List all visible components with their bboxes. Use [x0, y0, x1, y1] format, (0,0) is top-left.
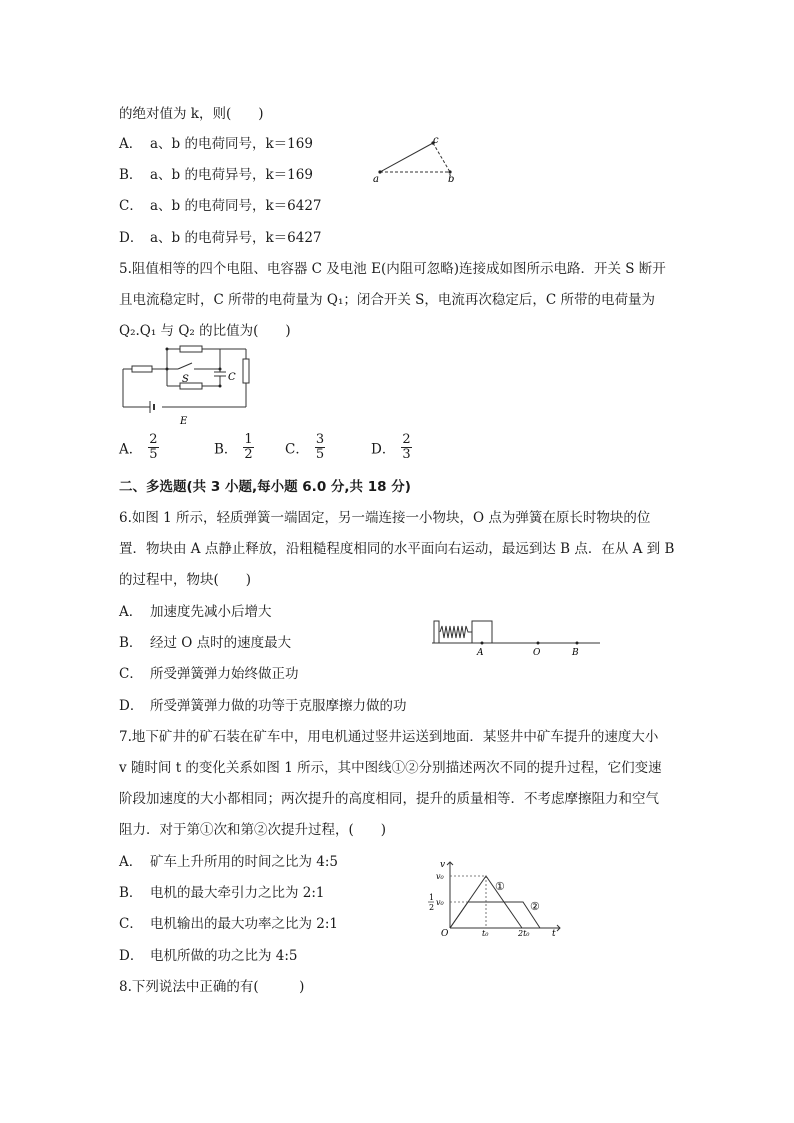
q6-line-3: 的过程中，物块( )	[119, 572, 252, 588]
q7-line-1: 7.地下矿井的矿石装在矿车中，用电机通过竖井运送到地面．某竖井中矿车提升的速度大小	[119, 729, 659, 745]
q7-option-c[interactable]: C． 电机输出的最大功率之比为 2:1	[119, 916, 339, 932]
label-v-axis: v	[440, 860, 446, 870]
label-2t0: 2t₀	[518, 929, 530, 938]
q6-option-a[interactable]: A． 加速度先减小后增大	[119, 604, 272, 620]
label-o-point: O	[533, 648, 541, 658]
label-a: a	[373, 174, 379, 185]
label-half-num: 1	[429, 893, 435, 902]
label-curve-1: ①	[495, 880, 505, 893]
q6-spring-figure	[432, 615, 602, 660]
q5-option-b[interactable]: B． $\frac{1}{2}$	[214, 432, 253, 462]
q5-line-3: Q₂.Q₁ 与 Q₂ 的比值为( )	[119, 323, 291, 339]
q5-option-d[interactable]: D． $\frac{2}{3}$	[371, 432, 411, 462]
q6-line-1: 6.如图 1 所示，轻质弹簧一端固定，另一端连接一小物块，O 点为弹簧在原长时物块的位	[119, 510, 651, 526]
q7-velocity-time-graph	[420, 856, 570, 938]
q7-option-a[interactable]: A． 矿车上升所用的时间之比为 4:5	[119, 854, 339, 870]
label-half-v0: v₀	[436, 898, 444, 907]
q4-option-a[interactable]: A． a、b 的电荷同号，k＝169	[119, 136, 313, 152]
q4-stem-tail: 的绝对值为 k，则( )	[119, 106, 264, 122]
q8-stem: 8.下列说法中正确的有( )	[119, 979, 305, 995]
label-s: S	[182, 374, 189, 385]
section-multiple-choice-title: 二、多选题(共 3 小题,每小题 6.0 分,共 18 分)	[119, 479, 411, 495]
q5-option-c[interactable]: C． $\frac{3}{5}$	[285, 432, 325, 462]
q7-line-3: 阶段加速度的大小都相同；两次提升的高度相同，提升的质量相等．不考虑摩擦阻力和空气	[119, 791, 659, 807]
label-e: E	[180, 416, 188, 427]
label-half-den: 2	[429, 903, 435, 912]
label-curve-2: ②	[530, 900, 540, 913]
q7-line-4: 阻力．对于第①次和第②次提升过程，( )	[119, 822, 387, 838]
q4-option-c[interactable]: C． a、b 的电荷同号，k＝6427	[119, 198, 322, 214]
q7-line-2: v 随时间 t 的变化关系如图 1 所示，其中图线①②分别描述两次不同的提升过程，它们变速	[119, 760, 662, 776]
label-c: c	[433, 135, 439, 146]
label-b: b	[448, 174, 455, 185]
q5-line-1: 5.阻值相等的四个电阻、电容器 C 及电池 E(内阻可忽略)连接成如图所示电路．开关 S 断开	[119, 261, 666, 277]
q7-option-b[interactable]: B． 电机的最大牵引力之比为 2:1	[119, 885, 325, 901]
label-c-cap: C	[228, 372, 236, 383]
label-t-axis: t	[552, 929, 556, 939]
q5-circuit-figure	[120, 344, 260, 429]
q6-line-2: 置．物块由 A 点静止释放，沿粗糙程度相同的水平面向右运动，最远到达 B 点．在从 A 到 B	[119, 541, 675, 557]
label-b-point: B	[572, 648, 579, 658]
q5-line-2: 且电流稳定时，C 所带的电荷量为 Q₁；闭合开关 S，电流再次稳定后，C 所带的电荷量为	[119, 292, 656, 308]
label-a-point: A	[477, 648, 484, 658]
q4-triangle-figure	[368, 136, 468, 186]
label-t0: t₀	[482, 929, 489, 938]
label-v0: v₀	[436, 872, 444, 881]
q6-option-b[interactable]: B． 经过 O 点时的速度最大	[119, 635, 292, 651]
q7-option-d[interactable]: D． 电机所做的功之比为 4:5	[119, 948, 298, 964]
q5-option-a[interactable]: A． $\frac{2}{5}$	[119, 432, 158, 462]
q4-option-d[interactable]: D． a、b 的电荷异号，k＝6427	[119, 230, 322, 246]
label-origin: O	[441, 929, 449, 939]
q4-option-b[interactable]: B． a、b 的电荷异号，k＝169	[119, 167, 313, 183]
q6-option-d[interactable]: D． 所受弹簧弹力做的功等于克服摩擦力做的功	[119, 698, 407, 714]
q6-option-c[interactable]: C． 所受弹簧弹力始终做正功	[119, 666, 299, 682]
